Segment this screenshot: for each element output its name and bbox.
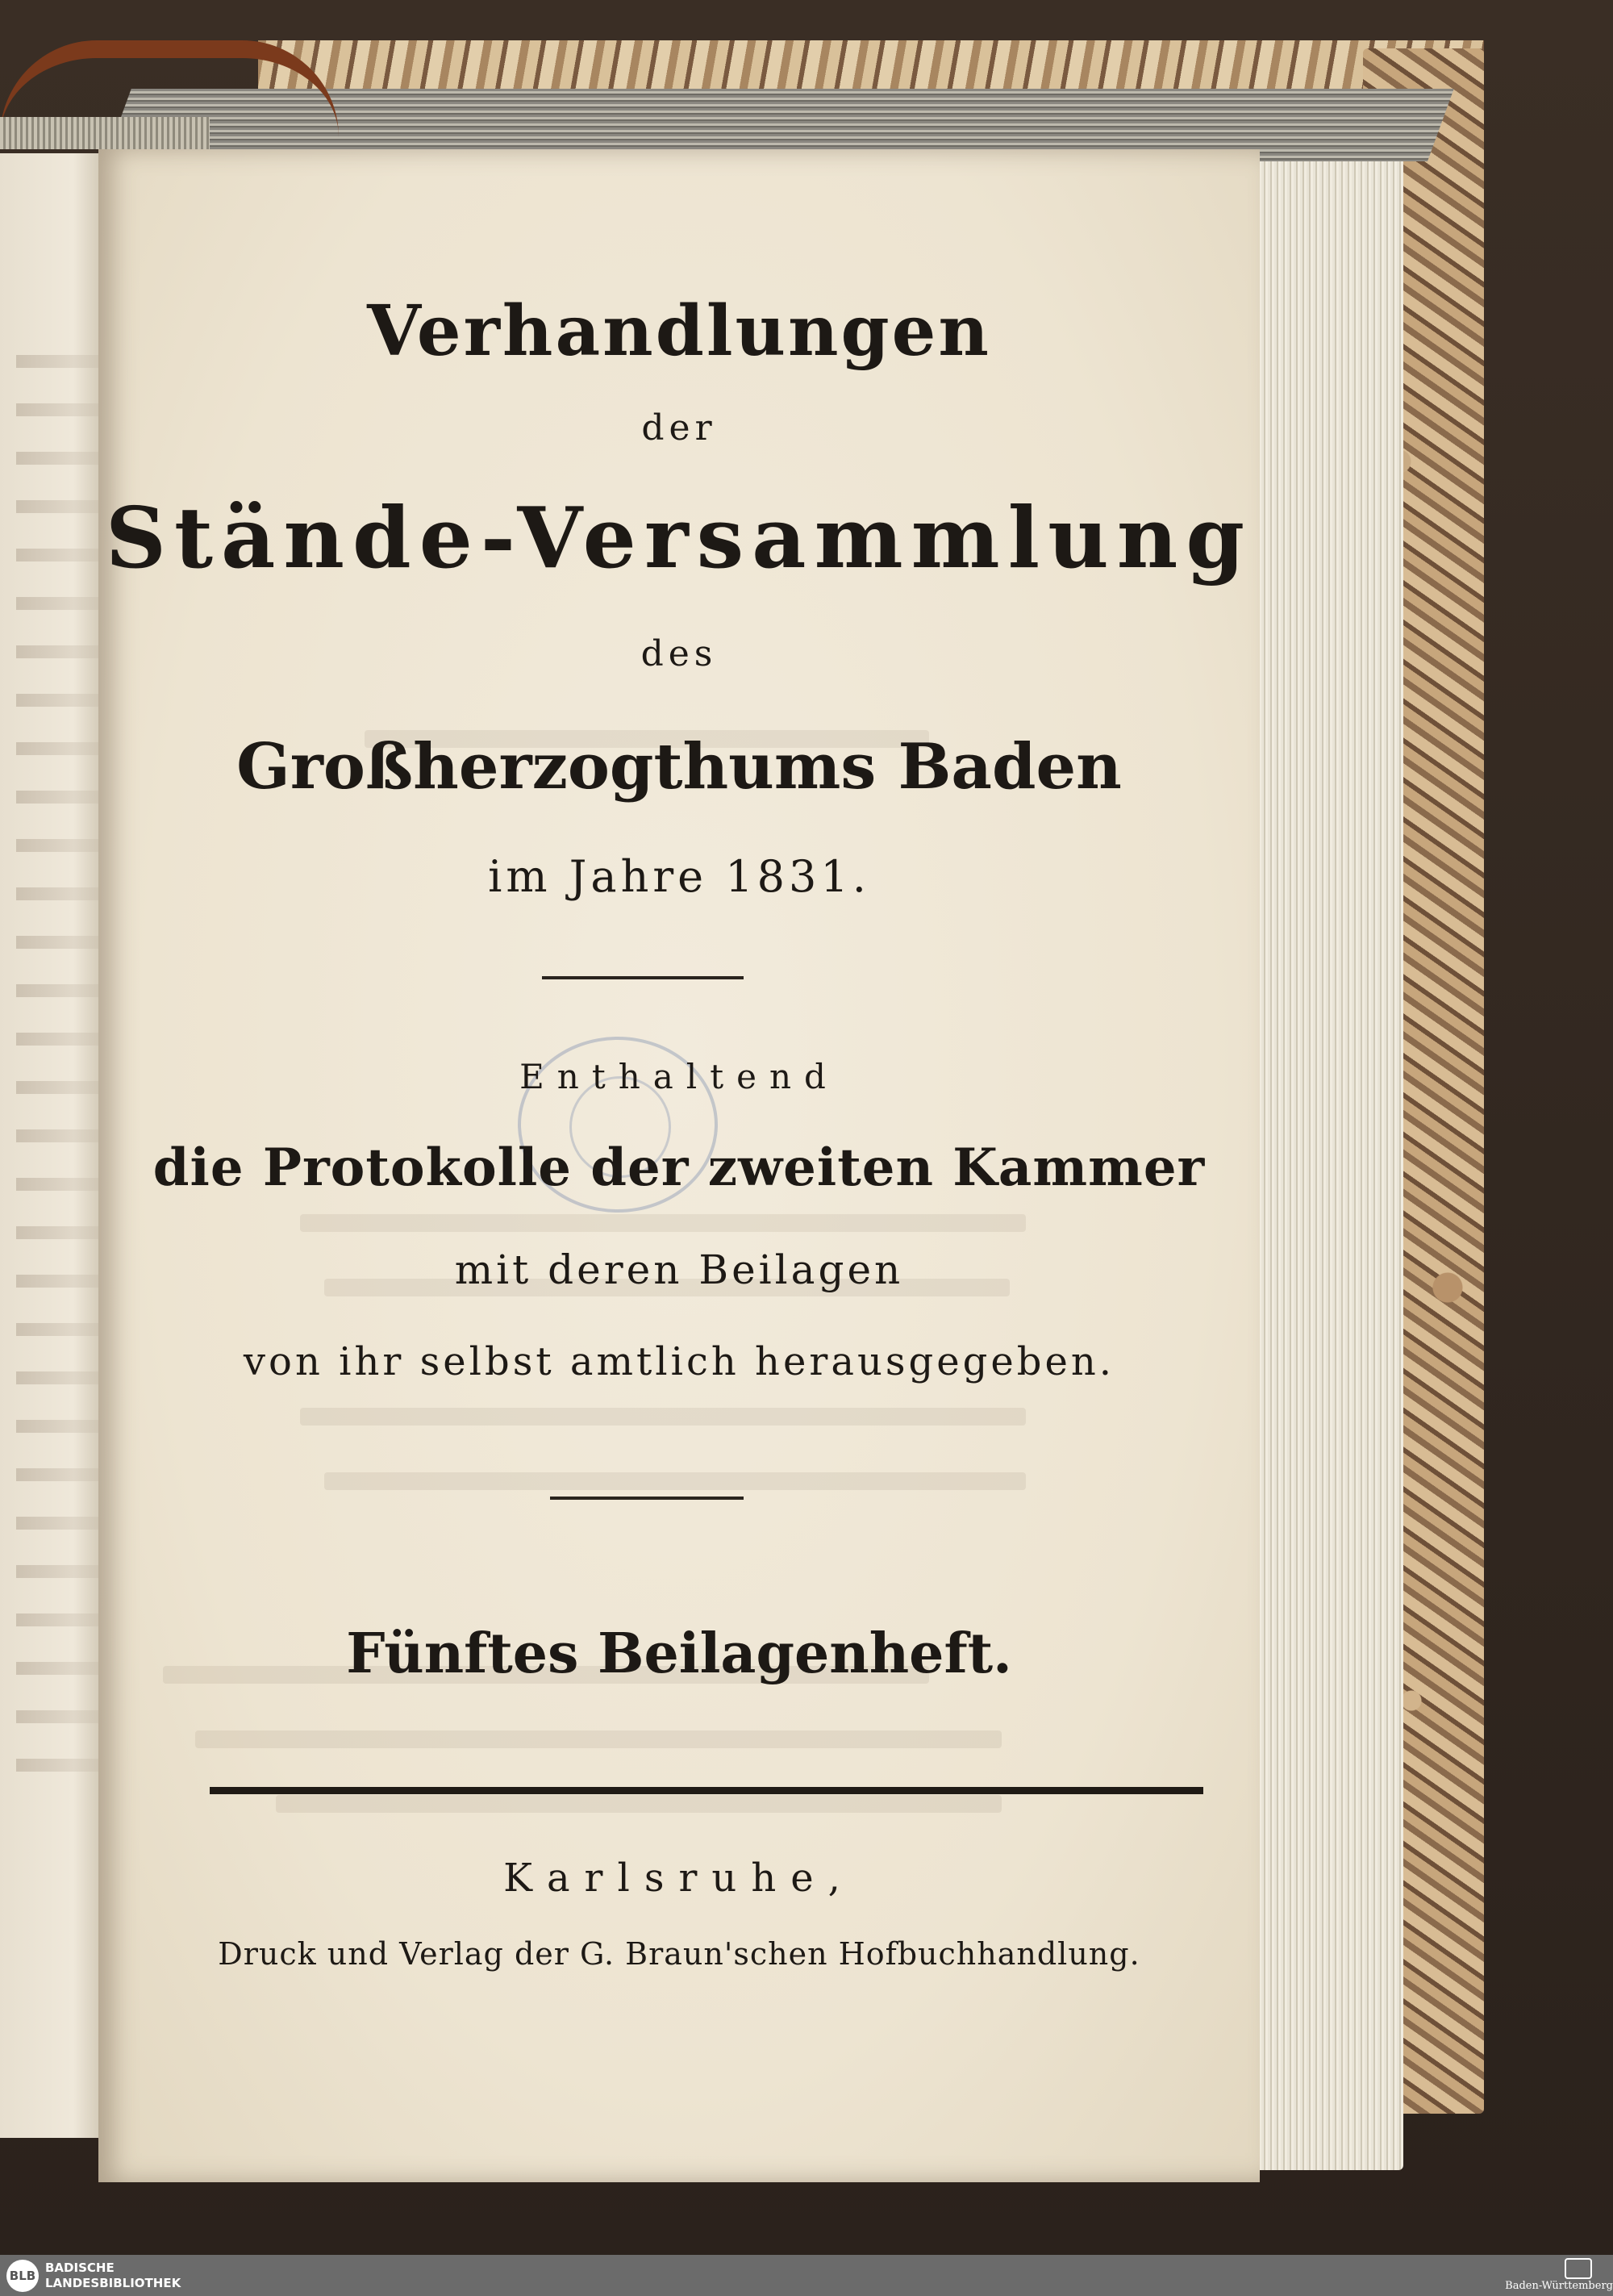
blb-logo-icon[interactable]: BLB <box>6 2260 39 2292</box>
subtitle-line-2: die Protokolle der zweiten Kammer <box>152 1138 1206 1198</box>
library-name[interactable] <box>45 2261 181 2291</box>
title-line-1: Verhandlungen <box>367 290 991 372</box>
volume-title: Fünftes Beilagenheft. <box>346 1622 1012 1686</box>
title-line-5: Großherzogthums Baden <box>236 730 1122 804</box>
library-name-line-1: BADISCHE <box>45 2261 115 2275</box>
viewer-footer <box>0 2255 1613 2296</box>
region-name: Baden-Württemberg <box>1505 2280 1613 2292</box>
divider-rule <box>542 976 744 979</box>
bookmark-ribbon-tail <box>0 117 210 149</box>
baden-wuerttemberg-logo-icon[interactable] <box>1565 2258 1592 2279</box>
title-line-2: der <box>641 407 717 449</box>
page-block-edges <box>1242 105 1403 2170</box>
facing-page <box>0 153 105 2138</box>
imprint-place: Karlsruhe, <box>503 1856 855 1901</box>
subtitle-line-3: mit deren Beilagen <box>454 1246 904 1293</box>
title-page <box>98 149 1260 2182</box>
divider-rule <box>550 1497 744 1500</box>
library-name-line-2: LANDESBIBLIOTHEK <box>45 2276 181 2290</box>
title-line-4: des <box>640 633 718 674</box>
title-line-3: Stände-Versammlung <box>105 488 1253 587</box>
imprint-publisher: Druck und Verlag der G. Braun'schen Hofbuchhandlung. <box>218 1936 1140 1972</box>
subtitle-line-4: von ihr selbst amtlich herausgegeben. <box>243 1339 1115 1384</box>
imprint-rule <box>210 1787 1203 1794</box>
subtitle-line-1: Enthaltend <box>519 1057 839 1096</box>
title-year: im Jahre 1831. <box>488 851 870 902</box>
